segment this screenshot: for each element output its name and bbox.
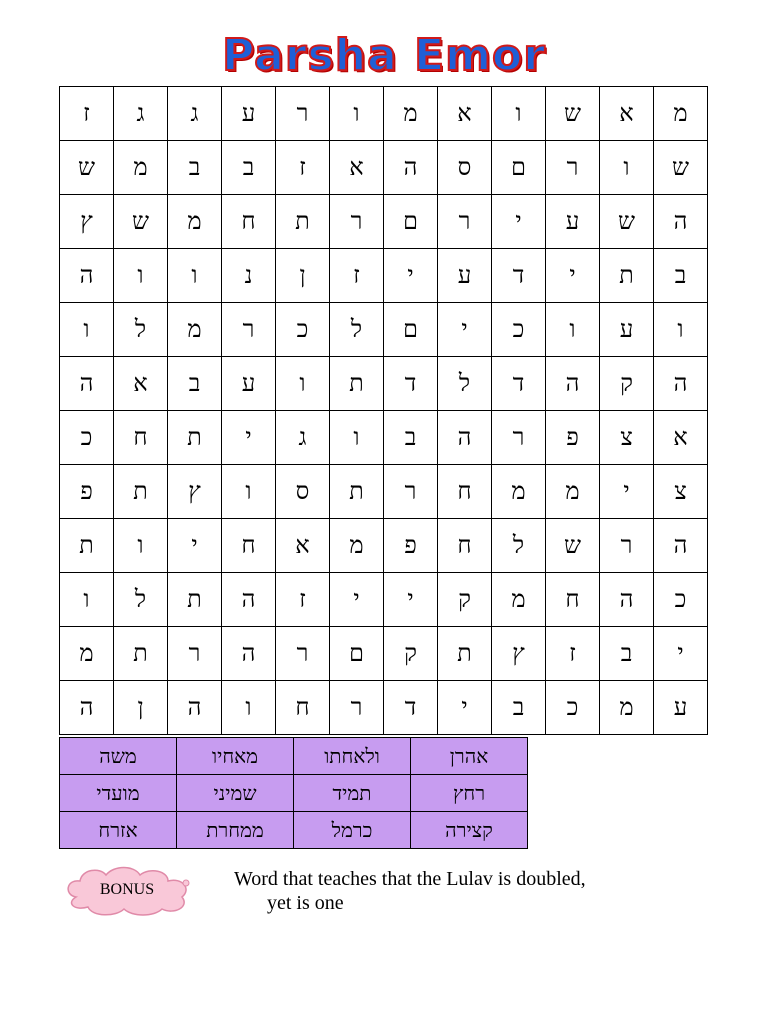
word-bank	[59, 737, 528, 849]
grid-cell[interactable]: ר	[330, 681, 384, 735]
grid-cell[interactable]: כ	[546, 681, 600, 735]
grid-cell[interactable]: ו	[60, 573, 114, 627]
word-bank-item: מאחיו	[177, 738, 294, 775]
grid-cell[interactable]: פ	[546, 411, 600, 465]
word-bank-item: שמיני	[177, 775, 294, 812]
grid-cell[interactable]: י	[168, 519, 222, 573]
grid-cell[interactable]: ש	[546, 519, 600, 573]
grid-cell[interactable]: י	[222, 411, 276, 465]
grid-cell[interactable]: א	[330, 141, 384, 195]
bonus-clue-line-2: yet is one	[267, 892, 344, 914]
grid-cell[interactable]: ץ	[492, 627, 546, 681]
word-search-grid	[59, 86, 708, 735]
grid-cell[interactable]: ד	[492, 249, 546, 303]
bonus-badge	[62, 863, 192, 917]
grid-row	[60, 465, 708, 519]
word-bank-item: ולאחתו	[294, 738, 411, 775]
grid-cell[interactable]: ו	[492, 87, 546, 141]
grid-cell[interactable]: ו	[60, 303, 114, 357]
grid-cell[interactable]: ב	[168, 357, 222, 411]
grid-cell[interactable]: ן	[276, 249, 330, 303]
grid-cell[interactable]: ש	[60, 141, 114, 195]
grid-cell[interactable]: מ	[492, 465, 546, 519]
grid-cell[interactable]: ו	[654, 303, 708, 357]
grid-cell[interactable]: ב	[384, 411, 438, 465]
grid-cell[interactable]: ר	[492, 411, 546, 465]
grid-row	[60, 87, 708, 141]
grid-cell[interactable]: מ	[114, 141, 168, 195]
grid-cell[interactable]: כ	[60, 411, 114, 465]
grid-cell[interactable]: ה	[60, 681, 114, 735]
grid-cell[interactable]: ר	[276, 87, 330, 141]
grid-cell[interactable]: ב	[492, 681, 546, 735]
grid-cell[interactable]: מ	[60, 627, 114, 681]
grid-cell[interactable]: י	[654, 627, 708, 681]
grid-cell[interactable]: ח	[114, 411, 168, 465]
word-bank-item: משה	[60, 738, 177, 775]
grid-cell[interactable]: ר	[384, 465, 438, 519]
grid-cell[interactable]: מ	[168, 303, 222, 357]
grid-cell[interactable]: ה	[222, 573, 276, 627]
grid-cell[interactable]: ה	[168, 681, 222, 735]
grid-cell[interactable]: ע	[438, 249, 492, 303]
grid-cell[interactable]: ג	[276, 411, 330, 465]
grid-cell[interactable]: א	[600, 87, 654, 141]
grid-cell[interactable]: ם	[384, 303, 438, 357]
grid-cell[interactable]: ו	[114, 249, 168, 303]
grid-cell[interactable]: ב	[654, 249, 708, 303]
grid-cell[interactable]: ח	[222, 519, 276, 573]
grid-cell[interactable]: ה	[546, 357, 600, 411]
grid-cell[interactable]: י	[438, 681, 492, 735]
grid-cell[interactable]: ם	[330, 627, 384, 681]
grid-cell[interactable]: ל	[114, 303, 168, 357]
page-title: Parsha Emor	[222, 30, 546, 81]
grid-cell[interactable]: ס	[438, 141, 492, 195]
grid-cell[interactable]: ם	[384, 195, 438, 249]
grid-cell[interactable]: מ	[654, 87, 708, 141]
word-bank-item: קצירה	[411, 812, 528, 849]
grid-cell[interactable]: ו	[600, 141, 654, 195]
grid-cell[interactable]: ת	[114, 465, 168, 519]
grid-cell[interactable]: ע	[222, 87, 276, 141]
grid-cell[interactable]: א	[438, 87, 492, 141]
grid-cell[interactable]: ג	[114, 87, 168, 141]
grid-cell[interactable]: ל	[114, 573, 168, 627]
grid-cell[interactable]: ת	[168, 411, 222, 465]
grid-cell[interactable]: י	[600, 465, 654, 519]
grid-cell[interactable]: ר	[438, 195, 492, 249]
grid-cell[interactable]: ר	[168, 627, 222, 681]
grid-cell[interactable]: א	[114, 357, 168, 411]
grid-cell[interactable]: ס	[276, 465, 330, 519]
grid-cell[interactable]: א	[654, 411, 708, 465]
grid-cell[interactable]: ר	[546, 141, 600, 195]
grid-cell[interactable]: ע	[600, 303, 654, 357]
grid-cell[interactable]: ד	[492, 357, 546, 411]
grid-cell[interactable]: ו	[168, 249, 222, 303]
grid-cell[interactable]: ש	[546, 87, 600, 141]
grid-row	[60, 141, 708, 195]
grid-cell[interactable]: ש	[114, 195, 168, 249]
grid-row	[60, 681, 708, 735]
word-bank-item: מועדי	[60, 775, 177, 812]
bonus-clue-line-1: Word that teaches that the Lulav is doubled,	[234, 868, 586, 890]
grid-cell[interactable]: פ	[384, 519, 438, 573]
grid-row	[60, 249, 708, 303]
grid-cell[interactable]: י	[438, 303, 492, 357]
grid-cell[interactable]: ר	[330, 195, 384, 249]
grid-cell[interactable]: ש	[654, 141, 708, 195]
grid-row	[60, 411, 708, 465]
grid-cell[interactable]: ו	[222, 465, 276, 519]
grid-cell[interactable]: ז	[330, 249, 384, 303]
word-bank-row	[60, 738, 528, 775]
grid-cell[interactable]: ו	[546, 303, 600, 357]
grid-cell[interactable]: ו	[276, 357, 330, 411]
grid-cell[interactable]: ר	[276, 627, 330, 681]
grid-cell[interactable]: מ	[600, 681, 654, 735]
grid-row	[60, 303, 708, 357]
grid-cell[interactable]: ז	[546, 627, 600, 681]
word-bank-item: אזרח	[60, 812, 177, 849]
grid-cell[interactable]: ת	[60, 519, 114, 573]
grid-cell[interactable]: נ	[222, 249, 276, 303]
grid-cell[interactable]: י	[330, 573, 384, 627]
grid-cell[interactable]: ז	[276, 573, 330, 627]
grid-cell[interactable]: מ	[384, 87, 438, 141]
grid-cell[interactable]: ע	[654, 681, 708, 735]
grid-cell[interactable]: ת	[438, 627, 492, 681]
grid-cell[interactable]: צ	[600, 411, 654, 465]
grid-cell[interactable]: ק	[384, 627, 438, 681]
grid-cell[interactable]: ח	[276, 681, 330, 735]
grid-cell[interactable]: כ	[492, 303, 546, 357]
grid-cell[interactable]: ז	[276, 141, 330, 195]
grid-cell[interactable]: י	[492, 195, 546, 249]
grid-cell[interactable]: ם	[492, 141, 546, 195]
grid-cell[interactable]: ז	[60, 87, 114, 141]
grid-cell[interactable]: ץ	[168, 465, 222, 519]
grid-cell[interactable]: י	[546, 249, 600, 303]
grid-cell[interactable]: ה	[60, 249, 114, 303]
word-bank-row	[60, 812, 528, 849]
grid-cell[interactable]: ל	[438, 357, 492, 411]
grid-cell[interactable]: ו	[114, 519, 168, 573]
grid-cell[interactable]: ה	[654, 357, 708, 411]
grid-cell[interactable]: פ	[60, 465, 114, 519]
word-bank-row	[60, 775, 528, 812]
grid-cell[interactable]: ת	[330, 465, 384, 519]
grid-cell[interactable]: ע	[222, 357, 276, 411]
grid-cell[interactable]: ו	[330, 411, 384, 465]
grid-cell[interactable]: ח	[438, 519, 492, 573]
grid-cell[interactable]: ו	[330, 87, 384, 141]
grid-row	[60, 573, 708, 627]
grid-row	[60, 519, 708, 573]
grid-cell[interactable]: ב	[168, 141, 222, 195]
word-bank-item: רחץ	[411, 775, 528, 812]
grid-cell[interactable]: ה	[384, 141, 438, 195]
grid-cell[interactable]: ת	[168, 573, 222, 627]
grid-cell[interactable]: ו	[222, 681, 276, 735]
grid-cell[interactable]: ע	[546, 195, 600, 249]
grid-cell[interactable]: ת	[276, 195, 330, 249]
grid-cell[interactable]: ת	[600, 249, 654, 303]
grid-cell[interactable]: ד	[384, 357, 438, 411]
word-bank-item: ממחרת	[177, 812, 294, 849]
grid-cell[interactable]: ב	[222, 141, 276, 195]
grid-cell[interactable]: ב	[600, 627, 654, 681]
grid-cell[interactable]: י	[384, 573, 438, 627]
bonus-label: BONUS	[99, 881, 155, 898]
grid-cell[interactable]: ד	[384, 681, 438, 735]
grid-cell[interactable]: ר	[222, 303, 276, 357]
word-bank-item: תמיד	[294, 775, 411, 812]
bonus-clue	[234, 867, 694, 915]
grid-row	[60, 195, 708, 249]
grid-cell[interactable]: מ	[492, 573, 546, 627]
grid-cell[interactable]: צ	[654, 465, 708, 519]
grid-cell[interactable]: ת	[330, 357, 384, 411]
word-bank-item: כרמל	[294, 812, 411, 849]
grid-cell[interactable]: י	[384, 249, 438, 303]
grid-cell[interactable]: מ	[546, 465, 600, 519]
grid-cell[interactable]: ן	[114, 681, 168, 735]
grid-cell[interactable]: ש	[600, 195, 654, 249]
grid-cell[interactable]: ק	[600, 357, 654, 411]
grid-cell[interactable]: ץ	[60, 195, 114, 249]
grid-cell[interactable]: ה	[654, 519, 708, 573]
grid-cell[interactable]: ת	[114, 627, 168, 681]
grid-cell[interactable]: מ	[168, 195, 222, 249]
grid-cell[interactable]: כ	[654, 573, 708, 627]
grid-cell[interactable]: ל	[330, 303, 384, 357]
grid-cell[interactable]: א	[276, 519, 330, 573]
grid-cell[interactable]: ל	[492, 519, 546, 573]
grid-row	[60, 357, 708, 411]
grid-cell[interactable]: ה	[654, 195, 708, 249]
grid-cell[interactable]: ג	[168, 87, 222, 141]
grid-cell[interactable]: ה	[222, 627, 276, 681]
grid-cell[interactable]: ר	[600, 519, 654, 573]
grid-cell[interactable]: ה	[438, 411, 492, 465]
grid-cell[interactable]: כ	[276, 303, 330, 357]
grid-cell[interactable]: מ	[330, 519, 384, 573]
grid-cell[interactable]: ה	[60, 357, 114, 411]
grid-cell[interactable]: ק	[438, 573, 492, 627]
grid-cell[interactable]: ח	[222, 195, 276, 249]
grid-row	[60, 627, 708, 681]
grid-cell[interactable]: ה	[600, 573, 654, 627]
grid-cell[interactable]: ח	[546, 573, 600, 627]
grid-cell[interactable]: ח	[438, 465, 492, 519]
word-bank-item: אהרן	[411, 738, 528, 775]
